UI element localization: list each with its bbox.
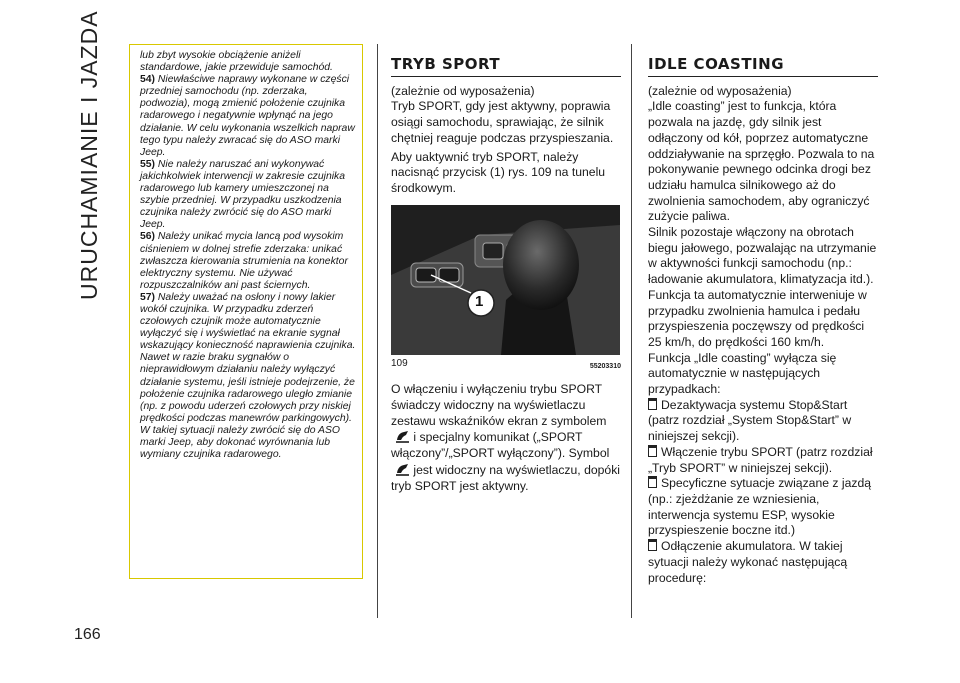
sport-indicator-part1: O włączeniu i wyłączeniu trybu SPORT świadczy widoczny na wyświetlaczu zestawu wskaźników ekran z symbolem	[391, 382, 607, 428]
idle-availability: (zależnie od wyposażenia)	[648, 83, 792, 98]
chapter-title: URUCHAMIANIE I JAZDA	[76, 10, 102, 300]
column-divider-2	[631, 44, 632, 618]
bullet-icon	[648, 539, 657, 551]
sport-activation: Aby uaktywnić tryb SPORT, należy nacisnąć przycisk (1) rys. 109 na tunelu środkowym.	[391, 149, 606, 195]
figure-number: 109	[391, 357, 408, 369]
warning-item	[140, 74, 356, 159]
page-number: 166	[74, 626, 101, 643]
bullet-icon	[648, 398, 657, 410]
list-item	[648, 445, 878, 476]
sport-mode-icon	[395, 429, 410, 444]
list-item	[648, 476, 878, 539]
warning-number: 57)	[140, 291, 156, 303]
warnings-box	[129, 44, 363, 579]
gear-shifter-illustration	[391, 205, 620, 355]
warning-item	[140, 231, 356, 291]
list-item	[648, 398, 878, 445]
tryb-sport-heading: TRYB SPORT	[391, 57, 621, 77]
figure-caption	[391, 356, 621, 375]
figure-code: 55203310	[589, 362, 621, 370]
warning-text: Należy uważać na osłony i nowy lakier wokół czujnika. W przypadku zderzeń czołowych czujnik może automatycznie wyłączyć się i wyświetlać na ekranie sygnał wskazujący konieczność naprawienia czujnika. Nawet w razie braku sygnałów o nieprawidłowym działaniu należy wyłączyć działanie systemu, jeśli istnieje podejrzenie, że położenie czujnika radarowego uległo zmianie (np. z powodu uderzeń czołowych przy niskiej prędkości podczas manewrów parkingowych). W takiej sytuacji należy zwrócić się do ASO marki Jeep, aby dokonać wyrównania lub wymiany czujnika radarowego.	[140, 291, 356, 461]
warning-number: 54)	[140, 74, 156, 86]
list-item-text: Specyficzne sytuacje związane z jazdą (np.: zjeżdżanie ze wzniesienia, interwencja systemu ESP, wysokie przyspieszenie boczne itd.)	[648, 476, 872, 538]
idle-description: „Idle coasting” jest to funkcja, która pozwala na jazdę, gdy silnik jest odłączony od kół, poprzez automatyczne oddziaływanie na sprzęgło. Pozwala to na pokonywanie pewnego odcinka drogi bez udziału hamulca silnikowego aż do zwolnienia samochodem, aby ograniczyć zużycie paliwa.	[648, 99, 875, 224]
list-item-text: Włączenie trybu SPORT (patrz rozdział „Tryb SPORT” w niniejszej sekcji).	[648, 444, 873, 475]
idle-deactivation-intro: Funkcja „Idle coasting” wyłącza się automatycznie w następujących przypadkach:	[648, 350, 837, 397]
idle-speed-range: Funkcja ta automatycznie interweniuje w przypadku zwolnienia hamulca i pedału przyspieszenia poczęwszy od prędkości 25 km/h, do prędkości 160 km/h.	[648, 287, 867, 349]
warning-number: 56)	[140, 231, 156, 243]
idle-coasting-heading: IDLE COASTING	[648, 57, 878, 77]
bullet-icon	[648, 445, 657, 457]
list-item-text: Dezaktywacja systemu Stop&Start (patrz rozdział „System Stop&Start” w niniejszej sekcji).	[648, 397, 852, 444]
warning-intro: lub zbyt wysokie obciążenie aniżeli standardowe, jakie przewiduje samochód.	[140, 50, 333, 74]
tryb-sport-column	[391, 57, 621, 494]
sport-indicator-part3: jest widoczny na wyświetlaczu, dopóki tryb SPORT jest aktywny.	[391, 462, 620, 493]
center-tunnel-photo	[391, 205, 620, 355]
sport-mode-icon	[395, 462, 410, 477]
list-item-text: Odłączenie akumulatora. W takiej sytuacji należy wykonać następującą procedurę:	[648, 539, 848, 585]
column-divider-1	[377, 44, 378, 618]
sport-indicator-text	[391, 382, 621, 494]
callout-label: 1	[475, 292, 484, 310]
warning-item	[140, 292, 356, 461]
bullet-icon	[648, 476, 657, 488]
warning-text: Nie należy naruszać ani wykonywać jakichkolwiek interwencji w zakresie czujnika radarowego lub kamery umieszczonej na szybie przedniej. W przypadku uszkodzenia czujnika należy zwrócić się do ASO marki Jeep.	[140, 158, 346, 231]
idle-engine-state: Silnik pozostaje włączony na obrotach biegu jałowego, pozwalając na utrzymanie w aktywności funkcji samochodu (np.: ładowanie akumulatora, klimatyzacja itd.).	[648, 225, 877, 287]
list-item	[648, 539, 878, 586]
warning-text: Niewłaściwe naprawy wykonane w części przedniej samochodu (np. zderzaka, podwozia), mogą zmienić położenie czujnika radarowego i negatywnie wpłynąć na jego działanie. W celu wykonania wszelkich napraw tego typu należy zwracać się do ASO marki Jeep.	[140, 74, 355, 158]
warning-number: 55)	[140, 158, 156, 170]
warning-text: Należy unikać mycia lancą pod wysokim ciśnieniem w dolnej strefie zderzaka: unikać zwłaszcza kierowania strumienia na konektor elektryczny systemu. Nie używać rozpuszczalników ani past ściernych.	[140, 231, 348, 291]
sport-indicator-part2: i specjalny komunikat („SPORT włączony”/„SPORT wyłączony”). Symbol	[391, 430, 610, 461]
idle-coasting-column	[648, 57, 878, 586]
warning-item	[140, 159, 356, 232]
sport-description: Tryb SPORT, gdy jest aktywny, poprawia osiągi samochodu, sprawiając, że silnik chętniej reaguje podczas przyspieszania.	[391, 99, 614, 145]
sport-availability: (zależnie od wyposażenia)	[391, 83, 535, 98]
